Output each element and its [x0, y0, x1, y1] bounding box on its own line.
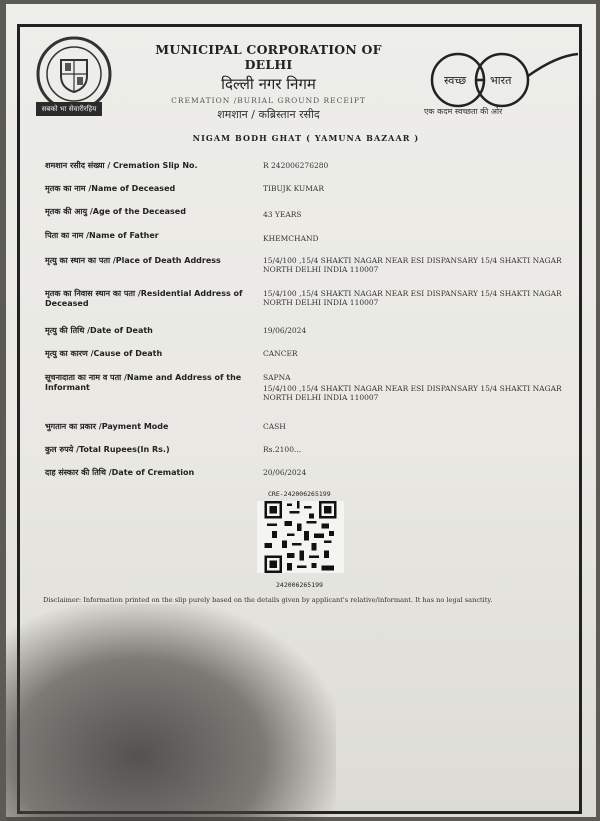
receipt-title-en: CREMATION /BURIAL GROUND RECEIPT	[171, 96, 366, 105]
field-label: कुल रुपये /Total Rupees(In Rs.)	[45, 445, 170, 454]
swachh-caption: एक कदम स्वच्छता की ओर	[424, 107, 503, 116]
field-label: भुगतान का प्रकार /Payment Mode	[45, 422, 169, 431]
field-value: CASH	[263, 422, 286, 431]
disclaimer: Disclaimer: Information printed on the slip purely based on the details given by applicant's relative/informant. It has no legal sanctity.	[43, 596, 493, 604]
field-value: CANCER	[263, 349, 298, 358]
receipt-header	[136, 42, 401, 122]
field-label: सूचनादाता का नाम व पता /Name and Address of the Informant	[45, 373, 242, 392]
field-value: 43 YEARS	[263, 210, 302, 219]
field-value: 15/4/100 ,15/4 SHAKTI NAGAR NEAR ESI DISPANSARY 15/4 SHAKTI NAGAR NORTH DELHI INDIA 110007	[263, 256, 562, 274]
field-value: Rs.2100...	[263, 445, 302, 454]
field-value: R 242006276280	[263, 161, 329, 170]
corporation-title-hi: दिल्ली नगर निगम	[221, 75, 316, 93]
seal-caption: सबको भा सेवारीरहिय	[36, 102, 102, 116]
corporation-title-en: MUNICIPAL CORPORATION OF DELHI	[155, 42, 382, 72]
field-label: मृत्यु की तिथि /Date of Death	[45, 326, 153, 335]
qr-number: 242006265199	[276, 581, 323, 589]
field-value: KHEMCHAND	[263, 234, 319, 243]
field-label: मृतक का निवास स्थान का पता /Residential Address of Deceased	[45, 289, 243, 308]
receipt-title-hi: शमशान / कब्रिस्तान रसीद	[217, 108, 320, 121]
qr-code-icon	[257, 501, 344, 573]
field-label: दाह संस्कार की तिथि /Date of Cremation	[45, 468, 195, 477]
cremation-id: CRE-242006265199	[268, 490, 331, 498]
field-value: 20/06/2024	[263, 468, 307, 477]
field-label: शमशान रसीद संख्या / Cremation Slip No.	[45, 161, 198, 170]
field-label: मृत्यु का स्थान का पता /Place of Death Address	[45, 256, 221, 265]
field-value: 15/4/100 ,15/4 SHAKTI NAGAR NEAR ESI DISPANSARY 15/4 SHAKTI NAGAR NORTH DELHI INDIA 110007	[263, 289, 562, 307]
field-label: मृतक का नाम /Name of Deceased	[45, 184, 176, 193]
field-value: TIBUJK KUMAR	[263, 184, 324, 193]
ghat-name: NIGAM BODH GHAT ( YAMUNA BAZAAR )	[192, 133, 420, 143]
field-label: पिता का नाम /Name of Father	[45, 231, 159, 240]
field-value: 19/06/2024	[263, 326, 307, 335]
swachh-left-label: स्वच्छ	[444, 74, 467, 87]
field-value: SAPNA	[263, 373, 291, 382]
field-value-address: 15/4/100 ,15/4 SHAKTI NAGAR NEAR ESI DISPANSARY 15/4 SHAKTI NAGAR NORTH DELHI INDIA 110007	[263, 384, 562, 402]
field-label: मृतक की आयु /Age of the Deceased	[45, 207, 186, 216]
swachh-right-label: भारत	[490, 74, 512, 87]
field-label: मृत्यु का कारण /Cause of Death	[45, 349, 163, 358]
receipt-paper	[6, 4, 596, 817]
